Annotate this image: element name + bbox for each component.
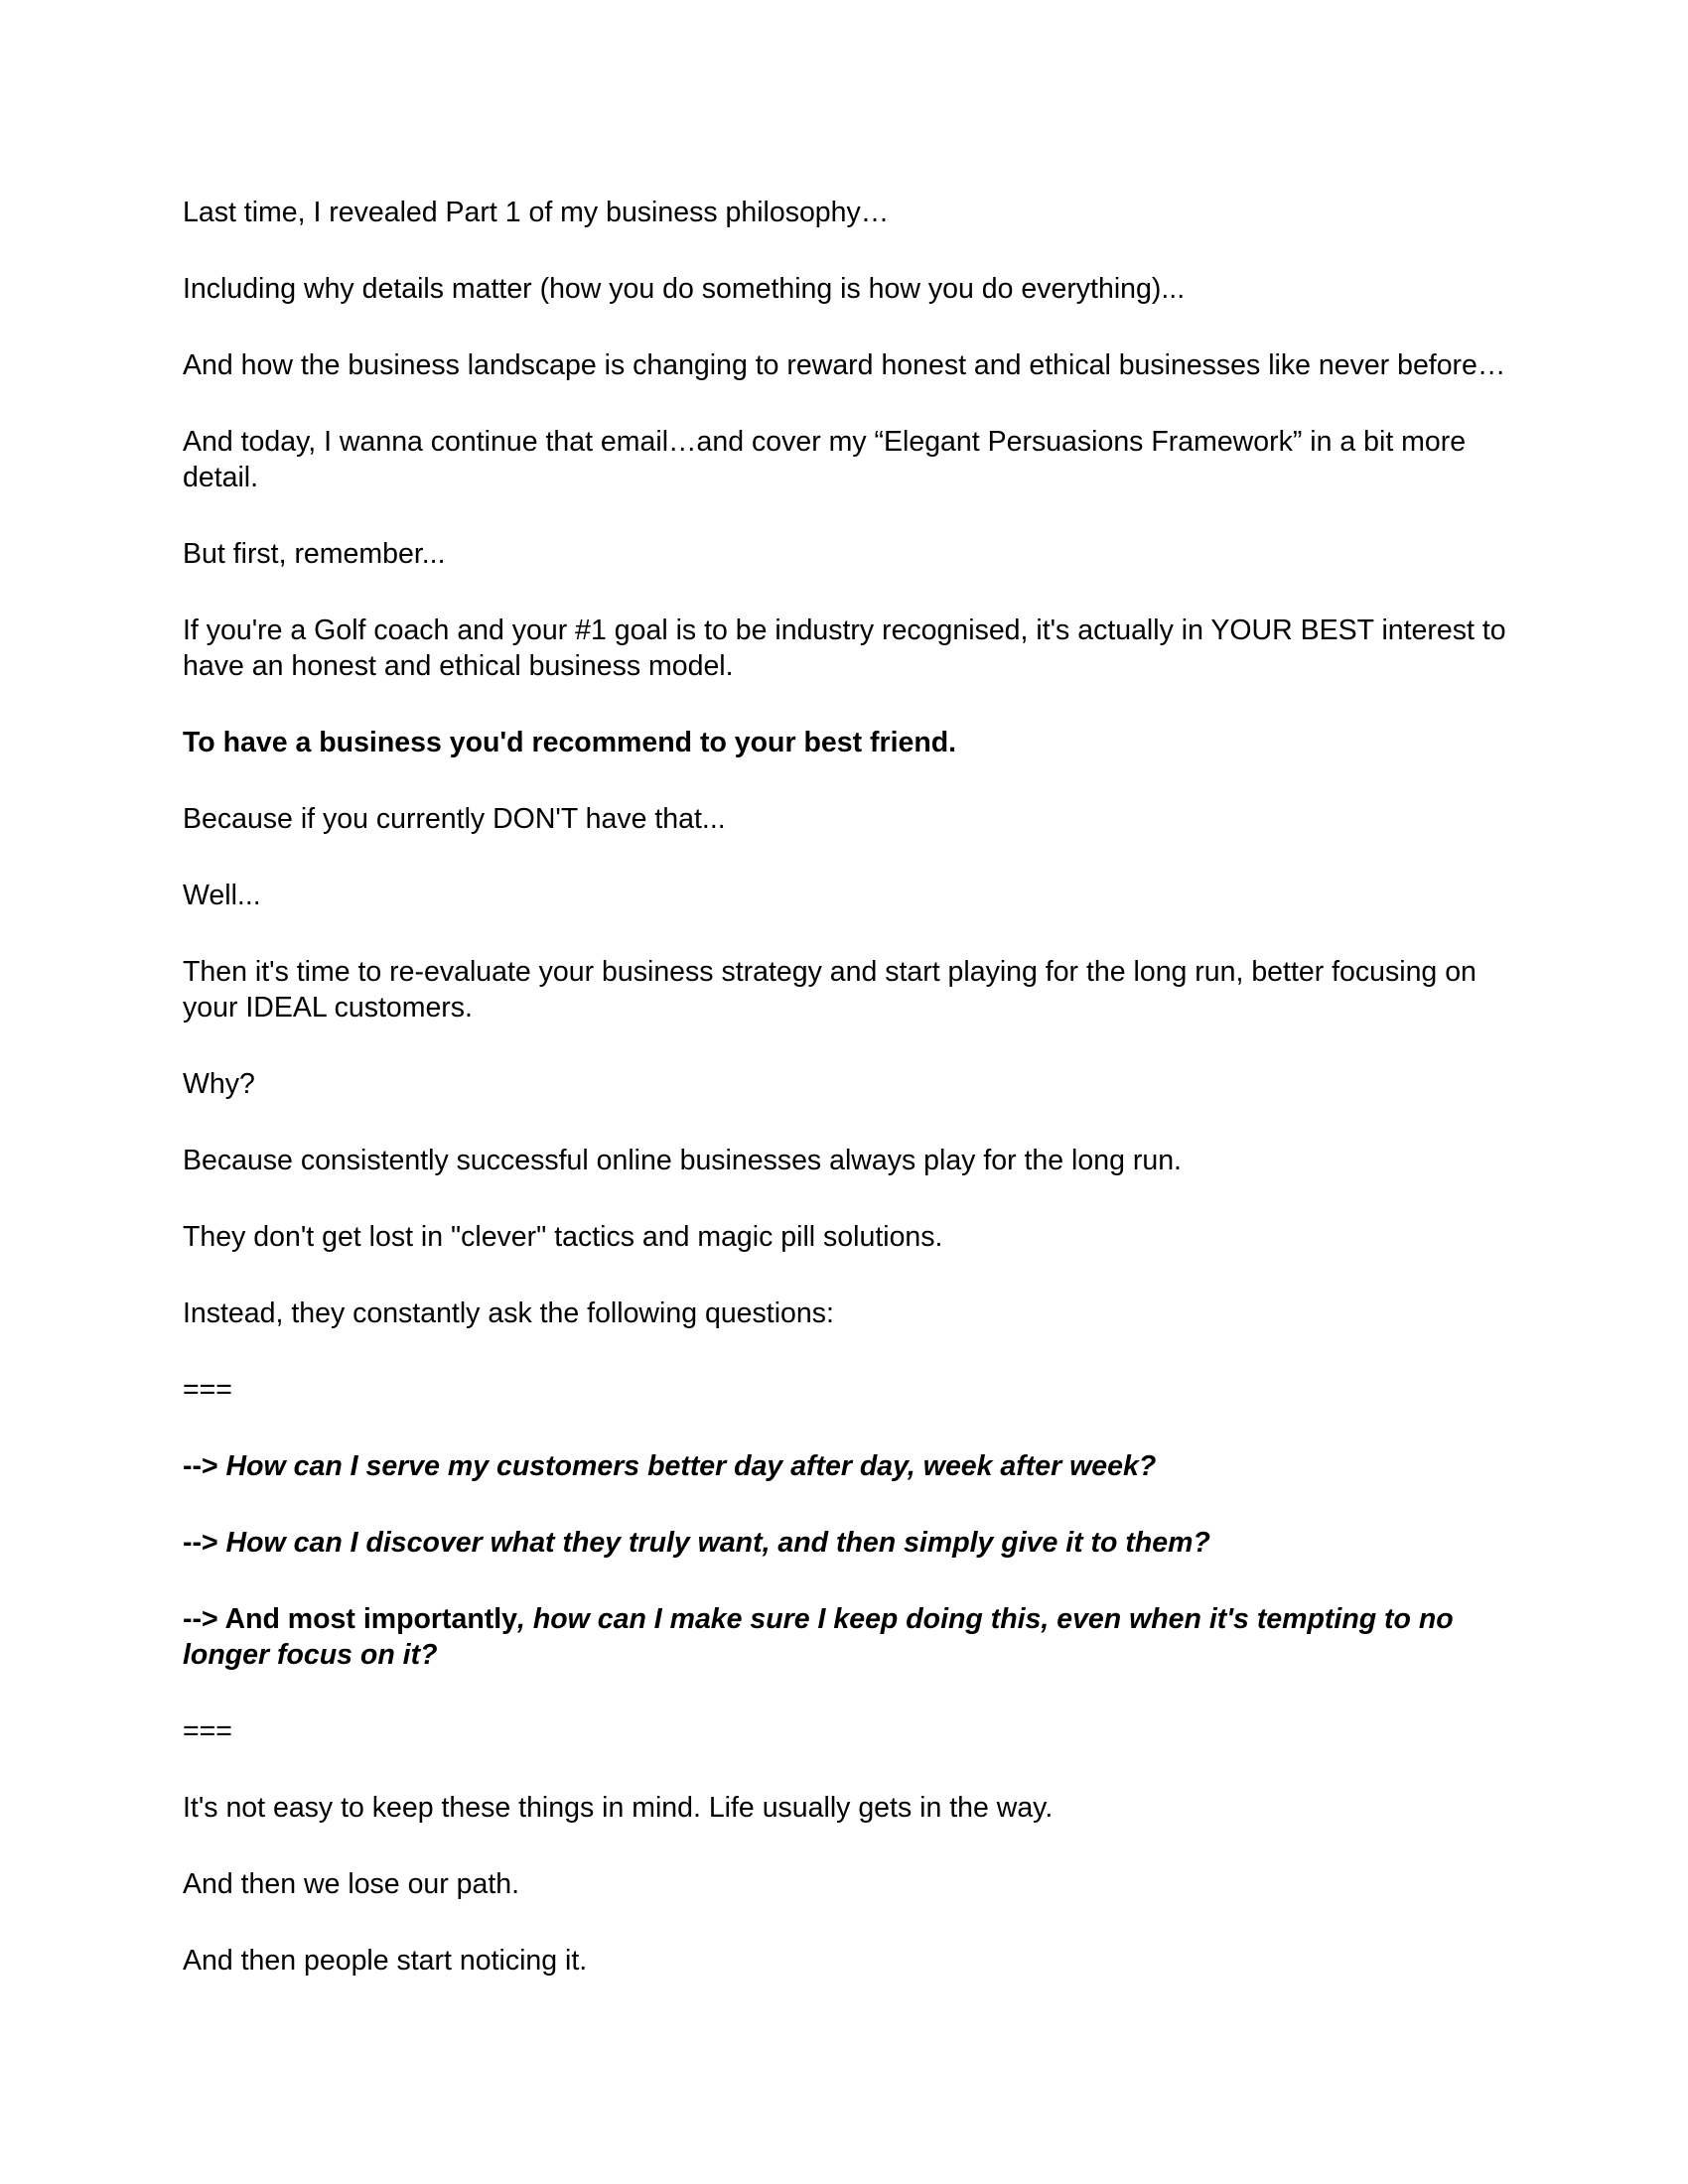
question-lead: And most importantly bbox=[217, 1603, 517, 1635]
separator: === bbox=[183, 1715, 232, 1747]
question-text: How can I serve my customers better day after day, week after week? bbox=[217, 1450, 1157, 1482]
separator: === bbox=[183, 1374, 232, 1406]
paragraph: Instead, they constantly ask the following questions: bbox=[183, 1297, 834, 1329]
paragraph: Because consistently successful online businesses always play for the long run. bbox=[183, 1145, 1182, 1176]
question-arrow: --> bbox=[183, 1450, 218, 1482]
question-item bbox=[183, 1601, 1513, 1673]
question-item bbox=[183, 1525, 1513, 1561]
paragraph: Including why details matter (how you do something is how you do everything)... bbox=[183, 273, 1186, 305]
bold-statement: To have a business you'd recommend to your best friend. bbox=[183, 727, 957, 758]
paragraph: If you're a Golf coach and your #1 goal is to be industry recognised, it's actually in YOUR BEST interest to have an honest and ethical business model. bbox=[183, 614, 1506, 682]
question-item bbox=[183, 1448, 1513, 1484]
paragraph: And today, I wanna continue that email…and cover my “Elegant Persuasions Framework” in a bit more detail. bbox=[183, 426, 1467, 493]
question-text: , how can I make sure I keep doing this, even when it's tempting to no longer focus on it? bbox=[183, 1603, 1454, 1671]
question-arrow: --> bbox=[183, 1603, 218, 1635]
paragraph: And then people start noticing it. bbox=[183, 1945, 588, 1977]
document-page bbox=[183, 195, 1513, 2019]
paragraph: Because if you currently DON'T have that... bbox=[183, 803, 726, 835]
paragraph: Well... bbox=[183, 880, 261, 911]
paragraph: It's not easy to keep these things in mind. Life usually gets in the way. bbox=[183, 1792, 1054, 1824]
paragraph: They don't get lost in "clever" tactics and magic pill solutions. bbox=[183, 1221, 943, 1253]
paragraph: Last time, I revealed Part 1 of my business philosophy… bbox=[183, 197, 890, 228]
paragraph: And then we lose our path. bbox=[183, 1868, 520, 1900]
question-text: How can I discover what they truly want, and then simply give it to them? bbox=[217, 1527, 1210, 1559]
paragraph: But first, remember... bbox=[183, 538, 446, 570]
question-arrow: --> bbox=[183, 1527, 218, 1559]
paragraph: Then it's time to re-evaluate your business strategy and start playing for the long run, better focusing on your IDEAL customers. bbox=[183, 956, 1477, 1024]
paragraph: Why? bbox=[183, 1068, 255, 1100]
paragraph: And how the business landscape is changing to reward honest and ethical businesses like never before… bbox=[183, 349, 1506, 381]
